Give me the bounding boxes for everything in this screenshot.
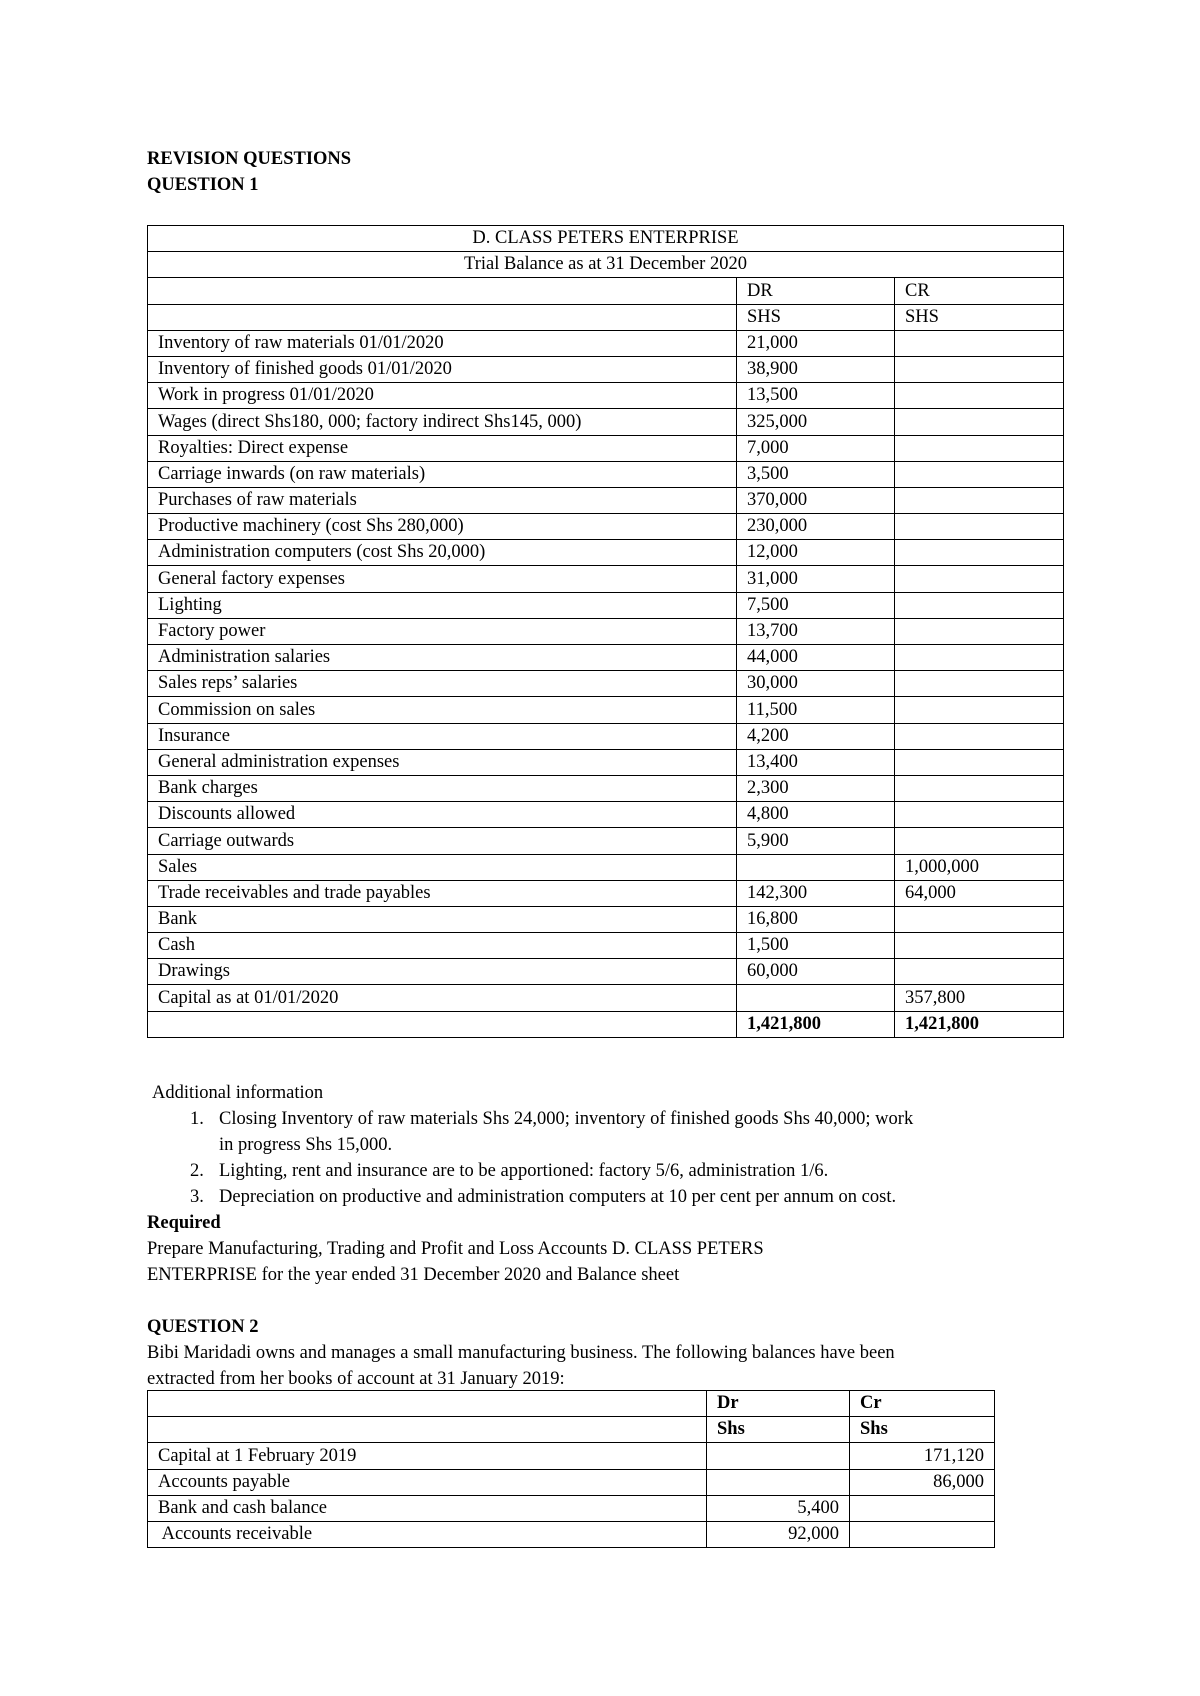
list-item: 3. Depreciation on productive and administration computers at 10 per cent per annum on cost. — [190, 1187, 897, 1207]
table-row — [148, 933, 1064, 959]
cell-dr: 38,900 — [737, 356, 895, 382]
table-row — [148, 540, 1064, 566]
cr-unit: Shs — [850, 1417, 995, 1443]
table-row — [148, 330, 1064, 356]
cell-cr — [895, 697, 1064, 723]
table-row — [148, 383, 1064, 409]
cell-label: Purchases of raw materials — [148, 487, 737, 513]
cell-dr: 142,300 — [737, 880, 895, 906]
cell-label: Discounts allowed — [148, 802, 737, 828]
cell-dr: 11,500 — [737, 697, 895, 723]
table-subtitle: Trial Balance as at 31 December 2020 — [148, 252, 1064, 278]
table-row — [148, 697, 1064, 723]
cell-cr — [895, 540, 1064, 566]
table-row — [148, 802, 1064, 828]
cell-dr: 30,000 — [737, 671, 895, 697]
table-row — [148, 906, 1064, 932]
cell-label: Sales — [148, 854, 737, 880]
table-row — [148, 671, 1064, 697]
cell-dr: 1,500 — [737, 933, 895, 959]
cell-label: Bank — [148, 906, 737, 932]
cell-cr — [895, 802, 1064, 828]
cell-label: Factory power — [148, 618, 737, 644]
cell-cr — [895, 933, 1064, 959]
required-title: Required — [147, 1213, 221, 1233]
cell-cr — [895, 461, 1064, 487]
cell-cr — [895, 592, 1064, 618]
balances-table — [147, 1390, 995, 1548]
total-dr: 1,421,800 — [737, 1011, 895, 1037]
cell-cr: 171,120 — [850, 1443, 995, 1469]
cell-dr: 370,000 — [737, 487, 895, 513]
cell-label: General administration expenses — [148, 749, 737, 775]
cell-cr — [895, 435, 1064, 461]
table-row — [148, 854, 1064, 880]
table-row — [148, 775, 1064, 801]
cell-cr — [895, 749, 1064, 775]
cell-label: Cash — [148, 933, 737, 959]
table-row — [148, 592, 1064, 618]
cell-dr: 5,900 — [737, 828, 895, 854]
cr-header: CR — [895, 278, 1064, 304]
cell-cr: 357,800 — [895, 985, 1064, 1011]
cell-label: Royalties: Direct expense — [148, 435, 737, 461]
cell-label: Accounts payable — [148, 1469, 707, 1495]
cell-label: Capital as at 01/01/2020 — [148, 985, 737, 1011]
dr-header: Dr — [707, 1391, 850, 1417]
cell-label: Productive machinery (cost Shs 280,000) — [148, 514, 737, 540]
cell-dr: 16,800 — [737, 906, 895, 932]
cell-cr — [850, 1521, 995, 1547]
table-row — [148, 959, 1064, 985]
cell-dr: 13,400 — [737, 749, 895, 775]
document-heading — [147, 146, 351, 198]
cr-unit: SHS — [895, 304, 1064, 330]
cell-dr: 12,000 — [737, 540, 895, 566]
cell-cr — [895, 723, 1064, 749]
question-1-title: QUESTION 1 — [147, 175, 259, 195]
cell-dr: 31,000 — [737, 566, 895, 592]
cr-header: Cr — [850, 1391, 995, 1417]
cell-cr — [850, 1495, 995, 1521]
list-item: 2. Lighting, rent and insurance are to be apportioned: factory 5/6, administration 1/6. — [190, 1161, 829, 1181]
additional-information — [152, 1080, 1152, 1210]
cell-dr — [737, 854, 895, 880]
table-row — [148, 1443, 995, 1469]
cell-label: Drawings — [148, 959, 737, 985]
cell-dr: 7,500 — [737, 592, 895, 618]
table-row — [148, 409, 1064, 435]
cell-label: Inventory of finished goods 01/01/2020 — [148, 356, 737, 382]
total-cr: 1,421,800 — [895, 1011, 1064, 1037]
cell-dr: 4,800 — [737, 802, 895, 828]
cell-dr — [707, 1469, 850, 1495]
cell-label: Bank and cash balance — [148, 1495, 707, 1521]
cell-cr — [895, 356, 1064, 382]
cell-dr — [707, 1443, 850, 1469]
cell-cr — [895, 959, 1064, 985]
cell-label: Administration salaries — [148, 645, 737, 671]
total-row — [148, 1011, 1064, 1037]
cell-dr: 3,500 — [737, 461, 895, 487]
cell-label: Carriage inwards (on raw materials) — [148, 461, 737, 487]
table-row — [148, 566, 1064, 592]
cell-label: Carriage outwards — [148, 828, 737, 854]
table-row — [148, 618, 1064, 644]
cell-cr — [895, 618, 1064, 644]
table-row — [148, 1521, 995, 1547]
cell-cr: 1,000,000 — [895, 854, 1064, 880]
cell-cr: 64,000 — [895, 880, 1064, 906]
cell-cr — [895, 828, 1064, 854]
cell-label: Accounts receivable — [148, 1521, 707, 1547]
cell-dr: 44,000 — [737, 645, 895, 671]
table-row — [148, 880, 1064, 906]
cell-cr — [895, 671, 1064, 697]
cell-label: Bank charges — [148, 775, 737, 801]
table-row — [148, 985, 1064, 1011]
cell-dr: 5,400 — [707, 1495, 850, 1521]
table-row — [148, 461, 1064, 487]
dr-header: DR — [737, 278, 895, 304]
cell-cr — [895, 330, 1064, 356]
cell-cr: 86,000 — [850, 1469, 995, 1495]
cell-dr: 2,300 — [737, 775, 895, 801]
additional-title: Additional information — [152, 1083, 324, 1103]
cell-dr: 4,200 — [737, 723, 895, 749]
cell-cr — [895, 383, 1064, 409]
cell-dr: 7,000 — [737, 435, 895, 461]
cell-dr: 60,000 — [737, 959, 895, 985]
cell-dr: 13,500 — [737, 383, 895, 409]
cell-label: Sales reps’ salaries — [148, 671, 737, 697]
cell-label: Work in progress 01/01/2020 — [148, 383, 737, 409]
cell-cr — [895, 514, 1064, 540]
table-row — [148, 356, 1064, 382]
cell-dr: 230,000 — [737, 514, 895, 540]
table-row — [148, 723, 1064, 749]
cell-dr: 325,000 — [737, 409, 895, 435]
cell-label: Commission on sales — [148, 697, 737, 723]
cell-label: Capital at 1 February 2019 — [148, 1443, 707, 1469]
company-name: D. CLASS PETERS ENTERPRISE — [148, 226, 1064, 252]
table-row — [148, 514, 1064, 540]
table-row — [148, 828, 1064, 854]
table-row — [148, 749, 1064, 775]
cell-cr — [895, 906, 1064, 932]
dr-unit: SHS — [737, 304, 895, 330]
cell-label: Administration computers (cost Shs 20,000) — [148, 540, 737, 566]
cell-cr — [895, 645, 1064, 671]
question-2-title: QUESTION 2 — [147, 1317, 259, 1337]
table-row — [148, 1495, 995, 1521]
question-2-section: QUESTION 2 Bibi Maridadi owns and manages a small manufacturing business. The following balances have been extracted from her books of account at 31 January 2019: — [147, 1314, 895, 1392]
cell-label: Inventory of raw materials 01/01/2020 — [148, 330, 737, 356]
table-row — [148, 1469, 995, 1495]
cell-label: Insurance — [148, 723, 737, 749]
cell-label: Trade receivables and trade payables — [148, 880, 737, 906]
cell-dr — [737, 985, 895, 1011]
cell-dr: 13,700 — [737, 618, 895, 644]
table-row — [148, 487, 1064, 513]
page-title: REVISION QUESTIONS — [147, 149, 352, 169]
cell-dr: 21,000 — [737, 330, 895, 356]
cell-dr: 92,000 — [707, 1521, 850, 1547]
cell-cr — [895, 775, 1064, 801]
dr-unit: Shs — [707, 1417, 850, 1443]
cell-label: Wages (direct Shs180, 000; factory indirect Shs145, 000) — [148, 409, 737, 435]
list-item: 1. Closing Inventory of raw materials Shs 24,000; inventory of finished goods Shs 40,000; work in progress Shs 15,000. — [190, 1109, 914, 1155]
cell-cr — [895, 409, 1064, 435]
table-row — [148, 435, 1064, 461]
trial-balance-table — [147, 225, 1064, 1038]
cell-cr — [895, 566, 1064, 592]
table-row — [148, 645, 1064, 671]
cell-label: General factory expenses — [148, 566, 737, 592]
required-section: Required Prepare Manufacturing, Trading and Profit and Loss Accounts D. CLASS PETERS ENTERPRISE for the year ended 31 December 2020 and Balance sheet — [147, 1210, 764, 1288]
cell-label: Lighting — [148, 592, 737, 618]
cell-cr — [895, 487, 1064, 513]
